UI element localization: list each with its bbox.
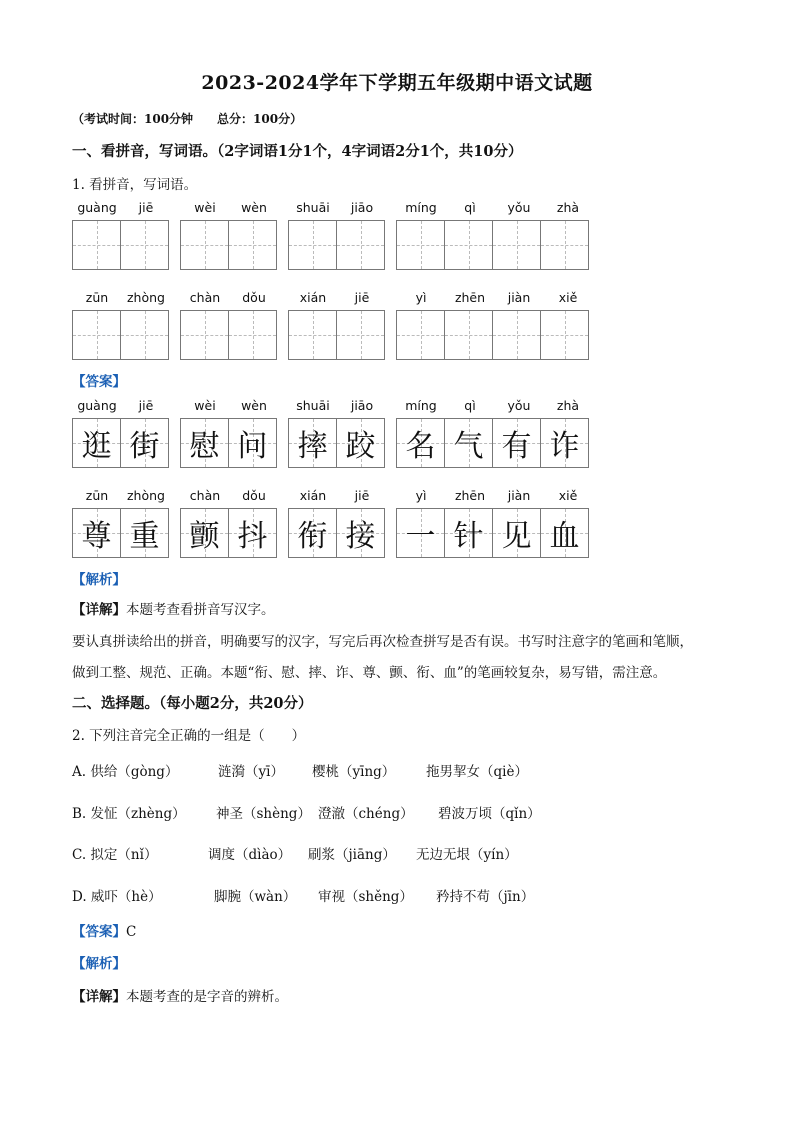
writing-box[interactable] <box>73 221 121 269</box>
pinyin-label: jiē <box>138 398 154 413</box>
answer-character: 名 <box>405 429 436 464</box>
answer-box-group <box>288 508 385 558</box>
q2-answer-line <box>72 920 136 940</box>
q2-analysis-tag: 【解析】 <box>72 956 126 972</box>
section1-header: 一、看拼音，写词语。（2字词语1分1个，4字词语2分1个，共10分） <box>72 143 523 160</box>
writing-box-group <box>72 220 169 270</box>
pinyin-label: xián <box>299 488 327 503</box>
answer-box <box>337 419 384 467</box>
pinyin-label: xiě <box>558 488 578 503</box>
q1-detail-text: 本题考查看拼音写汉字。 <box>126 602 275 618</box>
detail-tag: 【详解】 <box>72 602 126 618</box>
question-1-text: 1. 看拼音，写词语。 <box>72 177 198 193</box>
writing-box[interactable] <box>541 311 588 359</box>
writing-box[interactable] <box>181 311 229 359</box>
option-d-b: 脚腕（wàn） <box>214 889 297 905</box>
pinyin-label: dǒu <box>242 488 266 503</box>
writing-box[interactable] <box>445 311 493 359</box>
writing-box[interactable] <box>445 221 493 269</box>
writing-box[interactable] <box>289 311 337 359</box>
answer-box <box>541 509 588 557</box>
answer-character: 抖 <box>237 519 268 554</box>
answer-character: 针 <box>453 519 484 554</box>
answer-character: 衔 <box>297 519 328 554</box>
pinyin-label: zūn <box>85 488 109 503</box>
answer-box-group <box>396 508 589 558</box>
pinyin-label: jiāo <box>350 398 374 413</box>
answer-box <box>181 509 229 557</box>
answer-box <box>121 419 168 467</box>
option-d-d: 矜持不苟（jīn） <box>436 889 535 905</box>
writing-box[interactable] <box>181 221 229 269</box>
answer-box <box>397 419 445 467</box>
option-c-c: 刷浆（jiāng） <box>308 847 396 863</box>
answer-box-group <box>288 418 385 468</box>
pinyin-label: shuāi <box>296 398 330 413</box>
option-c-d: 无边无垠（yín） <box>416 847 518 863</box>
answer-box <box>337 509 384 557</box>
answer-character: 跤 <box>345 429 376 464</box>
pinyin-label: wèn <box>241 200 267 215</box>
answer-character: 尊 <box>81 519 112 554</box>
pinyin-label: chàn <box>189 290 221 305</box>
answer-box-group <box>72 508 169 558</box>
pinyin-label: qì <box>464 200 476 215</box>
option-b-c: 澄澈（chéng） <box>318 806 414 822</box>
answer-character: 街 <box>129 429 160 464</box>
answer-grid-row-2 <box>72 488 602 558</box>
answer-box <box>445 419 493 467</box>
pinyin-label: xián <box>299 290 327 305</box>
pinyin-label: jiē <box>354 290 370 305</box>
page-title: 2023-2024学年下学期五年级期中语文试题 <box>201 72 593 94</box>
option-a-b: 涟漪（yī） <box>218 764 284 780</box>
q2-detail-text: 本题考查的是字音的辨析。 <box>126 989 288 1005</box>
answer-box <box>289 419 337 467</box>
q2-answer-tag: 【答案】 <box>72 924 126 940</box>
answer-character: 见 <box>501 519 532 554</box>
pinyin-grid-row-2 <box>72 290 602 360</box>
answer-box <box>73 419 121 467</box>
answer-character: 有 <box>501 429 532 464</box>
writing-box[interactable] <box>229 311 276 359</box>
writing-box[interactable] <box>493 221 541 269</box>
pinyin-label: zhòng <box>127 488 165 503</box>
pinyin-label: jiē <box>138 200 154 215</box>
answer-box <box>493 419 541 467</box>
exam-info: （考试时间：100分钟 总分：100分） <box>72 112 303 126</box>
pinyin-label: míng <box>405 398 437 413</box>
answer-box-group <box>180 508 277 558</box>
writing-box[interactable] <box>493 311 541 359</box>
answer-box <box>229 419 276 467</box>
option-c-label: C. 拟定（nǐ） <box>72 847 158 863</box>
q2-detail-line <box>72 985 288 1005</box>
pinyin-label: zūn <box>85 290 109 305</box>
answer-box-group <box>72 418 169 468</box>
pinyin-label: jiàn <box>507 290 531 305</box>
writing-box-group <box>396 310 589 360</box>
pinyin-label: guàng <box>77 200 117 215</box>
answer-character: 重 <box>129 519 160 554</box>
q1-paragraph-2: 做到工整、规范、正确。本题“衔、慰、摔、诈、尊、颤、衔、血”的笔画较复杂，易写错，需注意。 <box>72 665 667 681</box>
answer-box <box>121 509 168 557</box>
option-a-d: 拖男挈女（qiè） <box>426 764 528 780</box>
pinyin-label: yì <box>415 290 427 305</box>
writing-box-group <box>288 220 385 270</box>
writing-box[interactable] <box>397 311 445 359</box>
pinyin-label: zhà <box>556 200 580 215</box>
answer-character: 问 <box>237 429 268 464</box>
writing-box-group <box>72 310 169 360</box>
option-a-c: 樱桃（yīng） <box>312 764 396 780</box>
answer-box <box>73 509 121 557</box>
writing-box[interactable] <box>121 311 168 359</box>
writing-box-group <box>180 220 277 270</box>
writing-box[interactable] <box>337 311 384 359</box>
pinyin-label: yǒu <box>507 398 531 413</box>
answer-character: 气 <box>453 429 484 464</box>
pinyin-label: zhēn <box>454 488 486 503</box>
q1-paragraph-1: 要认真拼读给出的拼音，明确要写的汉字，写完后再次检查拼写是否有误。书写时注意字的笔画和笔顺， <box>72 634 693 650</box>
writing-box[interactable] <box>337 221 384 269</box>
pinyin-label: míng <box>405 200 437 215</box>
answer-character: 逛 <box>81 429 112 464</box>
pinyin-label: yǒu <box>507 200 531 215</box>
writing-box[interactable] <box>289 221 337 269</box>
question-2-text: 2. 下列注音完全正确的一组是（ ） <box>72 728 306 744</box>
writing-box[interactable] <box>541 221 588 269</box>
answer-box <box>397 509 445 557</box>
q1-detail-line <box>72 598 275 618</box>
option-b-d: 碧波万顷（qǐn） <box>438 806 541 822</box>
q2-answer-value: C <box>126 924 137 940</box>
writing-box[interactable] <box>397 221 445 269</box>
pinyin-label: yì <box>415 488 427 503</box>
pinyin-grid-row-1 <box>72 200 602 270</box>
answer-character: 颤 <box>189 519 220 554</box>
option-a-label: A. 供给（gòng） <box>72 764 179 780</box>
option-b-b: 神圣（shèng） <box>216 806 311 822</box>
answer-character: 接 <box>345 519 376 554</box>
pinyin-label: wèi <box>194 200 216 215</box>
pinyin-label: zhòng <box>127 290 165 305</box>
pinyin-label: shuāi <box>296 200 330 215</box>
answer-box <box>541 419 588 467</box>
pinyin-label: jiàn <box>507 488 531 503</box>
answer-character: 血 <box>549 519 580 554</box>
writing-box[interactable] <box>229 221 276 269</box>
answer-grid-row-1 <box>72 398 602 468</box>
pinyin-label: jiē <box>354 488 370 503</box>
pinyin-label: chàn <box>189 488 221 503</box>
answer-tag: 【答案】 <box>72 374 126 390</box>
answer-box <box>445 509 493 557</box>
option-b-label: B. 发怔（zhèng） <box>72 806 186 822</box>
option-c-b: 调度（dìào） <box>208 847 292 863</box>
pinyin-label: wèi <box>194 398 216 413</box>
answer-character: 摔 <box>297 429 328 464</box>
q2-detail-tag: 【详解】 <box>72 989 126 1005</box>
answer-box-group <box>396 418 589 468</box>
answer-box <box>493 509 541 557</box>
answer-box-group <box>180 418 277 468</box>
pinyin-label: xiě <box>558 290 578 305</box>
answer-box <box>289 509 337 557</box>
writing-box-group <box>396 220 589 270</box>
pinyin-label: dǒu <box>242 290 266 305</box>
pinyin-label: zhà <box>556 398 580 413</box>
writing-box-group <box>288 310 385 360</box>
pinyin-label: guàng <box>77 398 117 413</box>
writing-box-group <box>180 310 277 360</box>
option-d-c: 审视（shěng） <box>318 889 413 905</box>
answer-box <box>229 509 276 557</box>
answer-character: 慰 <box>189 429 220 464</box>
option-d-label: D. 威吓（hè） <box>72 889 162 905</box>
writing-box[interactable] <box>121 221 168 269</box>
pinyin-label: jiāo <box>350 200 374 215</box>
pinyin-label: qì <box>464 398 476 413</box>
pinyin-label: wèn <box>241 398 267 413</box>
answer-character: 一 <box>405 519 436 554</box>
section2-header: 二、选择题。（每小题2分，共20分） <box>72 695 313 712</box>
pinyin-label: zhēn <box>454 290 486 305</box>
writing-box[interactable] <box>73 311 121 359</box>
answer-box <box>181 419 229 467</box>
analysis-tag: 【解析】 <box>72 572 126 588</box>
answer-character: 诈 <box>549 429 580 464</box>
